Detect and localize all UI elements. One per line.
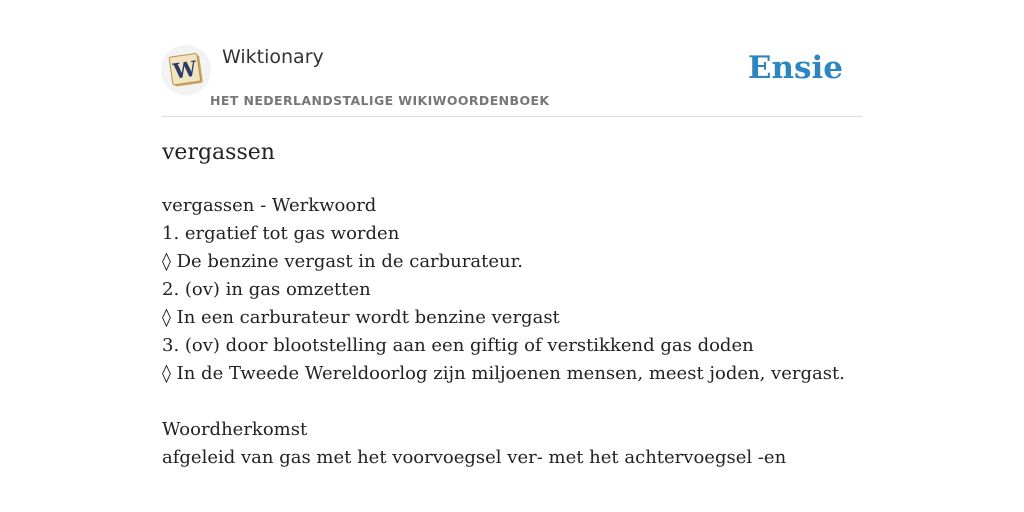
definition-1: 1. ergatief tot gas worden [162,223,400,244]
entry-content [162,192,862,472]
site-tagline: HET NEDERLANDSTALIGE WIKIWOORDENBOEK [210,93,550,108]
etymology-text: afgeleid van gas met het voorvoegsel ver- met het achtervoegsel -en [162,447,787,468]
page-title: vergassen [162,140,275,165]
site-name[interactable]: Wiktionary [222,46,324,68]
header [162,42,862,117]
etymology-heading: Woordherkomst [162,419,308,440]
definition-2: 2. (ov) in gas omzetten [162,279,371,300]
entry-line-pos: vergassen - Werkwoord [162,195,377,216]
wiktionary-logo-icon[interactable] [162,46,210,94]
example-3: ◊ In de Tweede Wereldoorlog zijn miljoenen mensen, meest joden, vergast. [162,363,845,384]
definition-3: 3. (ov) door blootstelling aan een giftig of verstikkend gas doden [162,335,754,356]
logo-letter: W [171,55,199,84]
example-2: ◊ In een carburateur wordt benzine vergast [162,307,560,328]
ensie-brand-link[interactable]: Ensie [747,50,843,86]
example-1: ◊ De benzine vergast in de carburateur. [162,251,523,272]
spacer [162,388,862,416]
